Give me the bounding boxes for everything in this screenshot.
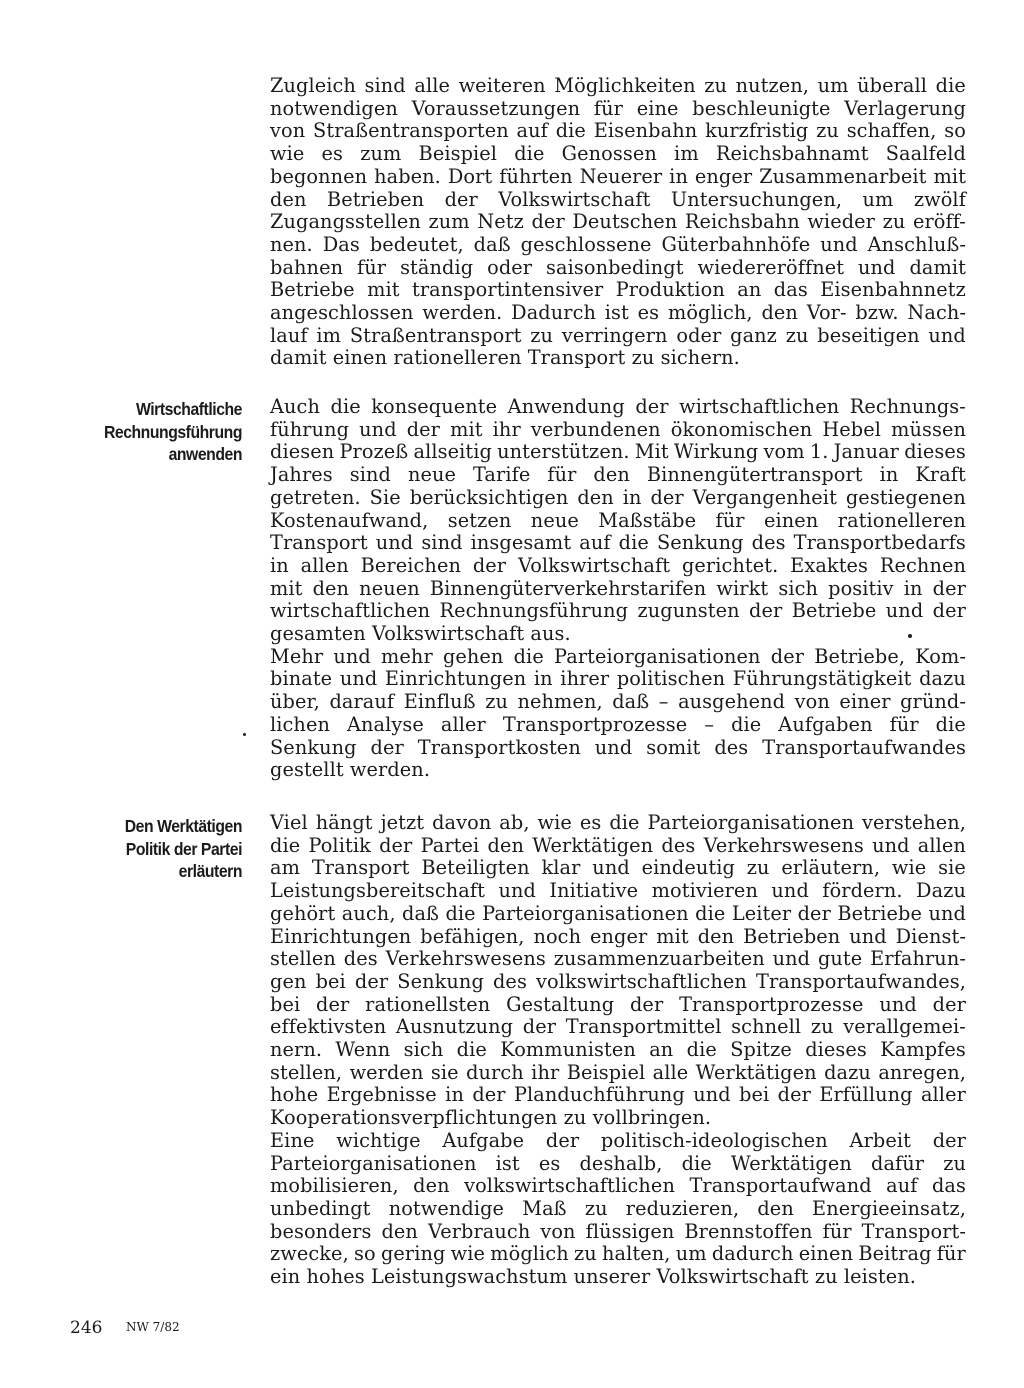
text-line: Eine wichtige Aufgabe der politisch-ideologischen Arbeit der xyxy=(270,1128,966,1152)
margin-heading-line: Rechnungsführung xyxy=(103,421,243,442)
issue-reference: NW 7/82 xyxy=(126,1320,180,1334)
text-line: wie es zum Beispiel die Genossen im Reichsbahnamt Saalfeld xyxy=(270,142,966,166)
paragraph xyxy=(270,812,966,1130)
text-line: notwendigen Voraussetzungen für eine beschleunigte Verlagerung xyxy=(270,96,966,120)
text-line: mit den neuen Binnengüterverkehrstarifen wirkt sich positiv in der xyxy=(270,576,966,600)
text-line: besonders den Verbrauch von flüssigen Brennstoffen für Transport- xyxy=(270,1219,966,1243)
margin-heading-line: Politik der Partei xyxy=(125,838,242,859)
text-line: diesen Prozeß allseitig unterstützen. Mit Wirkung vom 1. Januar dieses xyxy=(270,440,966,464)
text-line: Zugleich sind alle weiteren Möglichkeiten zu nutzen, um überall die xyxy=(270,74,966,97)
text-line: über, darauf Einfluß zu nehmen, daß – ausgehend von einer gründ- xyxy=(270,690,966,714)
text-line: gestellt werden. xyxy=(270,758,431,782)
text-line: nen. Das bedeutet, daß geschlossene Güterbahnhöfe und Anschluß- xyxy=(270,232,966,256)
margin-heading-line: Wirtschaftliche xyxy=(135,399,242,419)
text-line: am Transport Beteiligten klar und eindeutig zu erläutern, wie sie xyxy=(270,856,966,880)
text-line: getreten. Sie berücksichtigen den in der Vergangenheit gestiegenen xyxy=(270,485,966,509)
text-line: lichen Analyse aller Transportprozesse – die Aufgaben für die xyxy=(270,712,966,736)
margin-heading-line: Den Werktätigen xyxy=(124,816,242,836)
text-line: Transport und sind insgesamt auf die Senkung des Transportbedarfs xyxy=(270,531,966,555)
text-line: begonnen haben. Dort führten Neuerer in enger Zusammenarbeit mit xyxy=(270,164,966,188)
text-line: bahnen für ständig oder saisonbedingt wiedereröffnet und damit xyxy=(270,255,966,279)
text-line: Viel hängt jetzt davon ab, wie es die Parteiorganisationen verstehen, xyxy=(270,811,966,834)
text-line: Leistungsbereitschaft und Initiative motivieren und fördern. Dazu xyxy=(270,879,966,903)
text-line: Parteiorganisationen ist es deshalb, die Werktätigen dafür zu xyxy=(270,1151,966,1175)
page-footer xyxy=(70,1318,180,1338)
section-rechnungsfuehrung xyxy=(270,396,966,782)
text-line: gehört auch, daß die Parteiorganisationen die Leiter der Betriebe und xyxy=(270,901,966,925)
text-line: von Straßentransporten auf die Eisenbahn kurzfristig zu schaffen, so xyxy=(270,119,966,143)
text-line: Kostenaufwand, setzen neue Maßstäbe für einen rationelleren xyxy=(270,508,966,532)
paragraph xyxy=(270,75,966,370)
text-line: die Politik der Partei den Werktätigen des Verkehrswesens und allen xyxy=(270,833,966,857)
text-line: Auch die konsequente Anwendung der wirtschaftlichen Rechnungs- xyxy=(270,395,966,418)
text-line: Kooperationsverpflichtungen zu vollbringen. xyxy=(270,1106,712,1130)
text-line: binate und Einrichtungen in ihrer politischen Führungstätigkeit dazu xyxy=(270,667,966,691)
text-line: hohe Ergebnisse in der Planduchführung und bei der Erfüllung aller xyxy=(270,1083,966,1107)
text-line: nern. Wenn sich die Kommunisten an die Spitze dieses Kampfes xyxy=(270,1038,966,1062)
text-line: in allen Bereichen der Volkswirtschaft gerichtet. Exaktes Rechnen xyxy=(270,553,966,577)
text-line: damit einen rationelleren Transport zu sichern. xyxy=(270,346,740,370)
margin-heading-rechnungsfuehrung xyxy=(35,398,242,466)
text-line: stellen des Verkehrswesens zusammenzuarbeiten und gute Erfahrun- xyxy=(270,947,966,971)
scan-speck xyxy=(908,634,912,638)
text-line: Betriebe mit transportintensiver Produktion an das Eisenbahnnetz xyxy=(270,278,966,302)
margin-heading-politik-erlaeutern xyxy=(35,815,242,883)
text-line: Einrichtungen befähigen, noch enger mit den Betrieben und Dienst- xyxy=(270,924,966,948)
paragraph xyxy=(270,396,966,646)
text-line: lauf im Straßentransport zu verringern oder ganz zu beseitigen und xyxy=(270,323,966,347)
scan-speck xyxy=(243,733,246,736)
text-line: effektivsten Ausnutzung der Transportmittel schnell zu verallgemei- xyxy=(270,1015,966,1039)
text-line: führung und der mit ihr verbundenen ökonomischen Hebel müssen xyxy=(270,417,966,441)
text-line: Jahres sind neue Tarife für den Binnengütertransport in Kraft xyxy=(270,463,966,487)
text-line: angeschlossen werden. Dadurch ist es möglich, den Vor- bzw. Nach- xyxy=(270,301,966,325)
page-number: 246 xyxy=(70,1318,103,1338)
text-line: mobilisieren, den volkswirtschaftlichen Transportaufwand auf das xyxy=(270,1174,966,1198)
paragraph xyxy=(270,1130,966,1289)
text-line: bei der rationellsten Gestaltung der Transportprozesse und der xyxy=(270,992,966,1016)
text-line: den Betrieben der Volkswirtschaft Untersuchungen, um zwölf xyxy=(270,187,966,211)
section-politik-erlaeutern xyxy=(270,812,966,1289)
text-line: gesamten Volkswirtschaft aus. xyxy=(270,622,571,646)
text-line: stellen, werden sie durch ihr Beispiel alle Werktätigen dazu anregen, xyxy=(270,1060,966,1084)
text-line: zwecke, so gering wie möglich zu halten, um dadurch einen Beitrag für xyxy=(270,1242,966,1266)
text-line: ein hohes Leistungswachstum unserer Volkswirtschaft zu leisten. xyxy=(270,1265,917,1289)
margin-heading-line: erläutern xyxy=(178,861,242,882)
text-line: wirtschaftlichen Rechnungsführung zugunsten der Betriebe und der xyxy=(270,599,966,623)
text-line: unbedingt notwendige Maß zu reduzieren, den Energieeinsatz, xyxy=(270,1196,966,1220)
text-line: Senkung der Transportkosten und somit des Transportaufwandes xyxy=(270,735,966,759)
margin-heading-line: anwenden xyxy=(168,444,242,465)
paragraph-rail-transfer xyxy=(270,75,966,370)
text-line: gen bei der Senkung des volkswirtschaftlichen Transportaufwandes, xyxy=(270,969,966,993)
paragraph xyxy=(270,646,966,782)
text-line: Zugangsstellen zum Netz der Deutschen Reichsbahn wieder zu eröff- xyxy=(270,210,966,234)
text-line: Mehr und mehr gehen die Parteiorganisationen der Betriebe, Kom- xyxy=(270,644,966,668)
